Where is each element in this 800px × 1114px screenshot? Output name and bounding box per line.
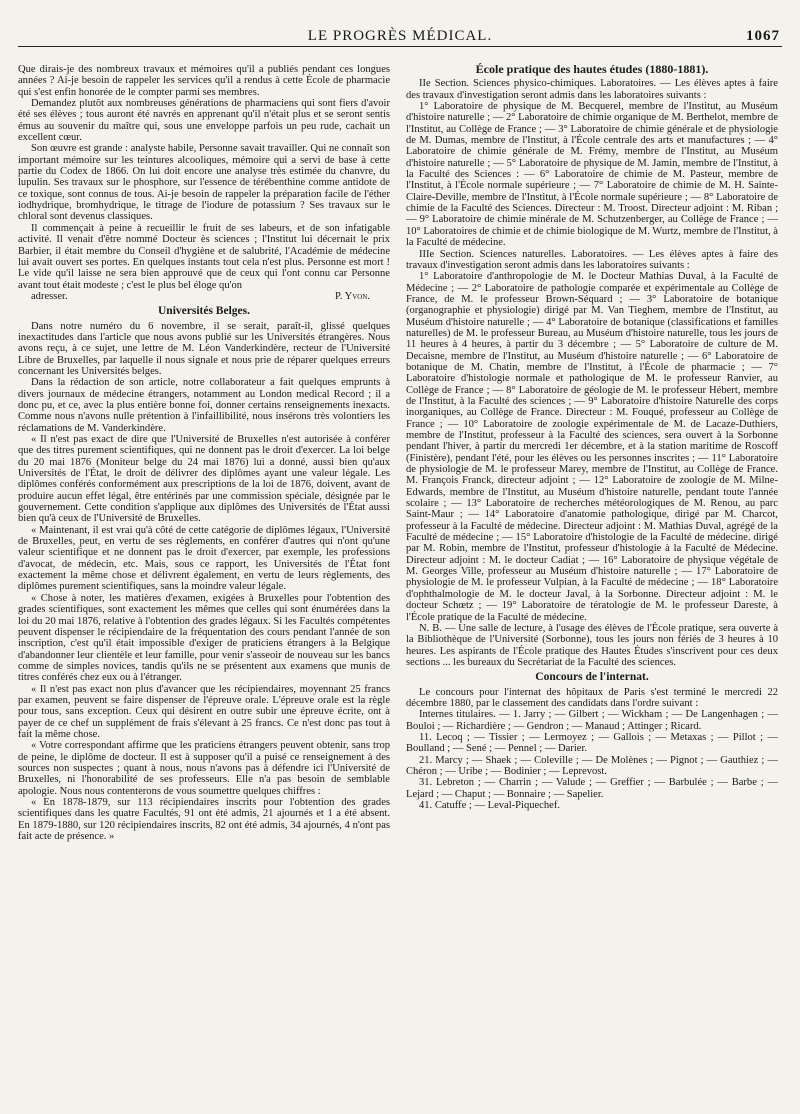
paragraph: « En 1878-1879, sur 113 récipiendaires inscrits pour l'obtention des grades scientifiques dans les quatre Facultés, 91 ont été admis, 21 ajournés et 1 a été absent. En 1879-1880, sur 120 récipiendaires inscrits, 82 ont été admis, 34 ajournés, 4 n'ont pas fait acte de présence. » (18, 797, 390, 843)
paragraph: 41. Catuffe ; — Leval-Piquechef. (419, 800, 560, 811)
left-column (18, 64, 390, 842)
signature-row (18, 291, 390, 302)
paragraph: Son œuvre est grande : analyste habile, Personne savait travailler. Qui ne connaît son important mémoire sur les teintures alcooliques, mémoire qui a servi de base à cette partie du Codex de 1866. On lui doit encore une analyse très estimée du chanvre, du lupulin. Ses travaux sur le phosphore, sur l'essence de térébenthine comme antidote de ce toxique, sont connus de tous. Ai-je besoin de rappeler la préparation facile de l'éther iodhydrique, bromhydrique, le titrage de l'iodure de potassium ? Ses travaux sur le chloral sont devenus classiques. (18, 143, 390, 223)
paragraph: IIIe Section. Sciences naturelles. Laboratoires. — Les élèves aptes à faire des travaux d'investigation seront admis dans les laboratoires suivants : (406, 248, 778, 271)
paragraph: Dans la rédaction de son article, notre collaborateur a fait quelques emprunts à divers journaux de médecine étrangers, notamment au London medical Record ; il a donc pu, et ce, avec la plus entière bonne foi, donner certains renseignements inexacts. Comme nous n'avons nulle prétention à l'infaillibilité, nous insérons très volontiers les réclamations de M. Vanderkindère. (18, 377, 390, 434)
paragraph: Que dirais-je des nombreux travaux et mémoires qu'il a publiés pendant ces longues années ? Ai-je besoin de rappeler les services qu'il a rendus à cette École de pharmacie qui s'est enfin honorée de le compter parmi ses membres. (18, 64, 390, 98)
paragraph: 1° Laboratoire d'anthropologie de M. le Docteur Mathias Duval, à la Faculté de Médecine ; — 2° Laboratoire de pathologie comparée et expérimentale au Collège de France, de M. le professeur Brown-Séquard ; — 3° Laboratoire de botanique (organographie et physiologie) dirigé par M. Van Tieghem, membre de l'Institut, au Muséum d'histoire naturelle ; — 4° Laboratoire de botanique (classifications et familles naturelles) de M. le professeur Bureau, au Muséum d'histoire naturelle, tous les jours de 11 heures à 4 heures, à partir du 3 décembre ; — 5° Laboratoire de culture de M. Decaisne, membre de l'Institut, au Muséum d'histoire naturelle ; — 6° Laboratoire de botanique de M. Chatin, membre de l'Institut, à l'École de pharmacie ; — 7° Laboratoire d'histologie normale et pathologique de M. le professeur Ranvier, au Collège de France ; — 8° Laboratoire de géologie de M. le professeur Hébert, membre de l'Institut, à la Faculté des sciences ; — 9° Laboratoire d'histoire Naturelle des corps inorganiques, au Collège de France. Directeur : M. Fouqué, professeur au Collège de France ; — 10° Laboratoire de zoologie expérimentale de M. de Lacaze-Duthiers, membre de l'Institut, professeur à la Faculté des sciences, sera ouvert à la Sorbonne pendant l'hiver, à partir du mercredi 1er décembre, et à la station maritime de Roscoff (Finistère), pendant l'été, pour les élèves ou les personnes inscrites ; — 11° Laboratoire de physiologie de M. le professeur Marey, membre de l'Institut, au Collège de France. M. François Franck, directeur adjoint ; — 12° Laboratoire de zoologie de M. Milne-Edwards, membre de l'Institut, au Muséum d'histoire naturelle, pendant toute l'année scolaire ; — 13° Laboratoire de recherches météorologiques de M. Renou, au parc Saint-Maur ; — 14° Laboratoire d'anatomie pathologique, dirigé par M. Charcot, professeur à la Faculté de médecine. Directeur adjoint : M. Mathias Duval, agrégé de la Faculté de médecine ; — 15° Laboratoire d'histologie de la Faculté de médecine. dirigé par M. Robin, membre de l'Institut, professeur d'histologie à la Faculté de Médecine. Directeur adjoint : M. le docteur Cadiat ; — 16° Laboratoire de physique végétale de M. Georges Ville, professeur au Muséum d'histoire naturelle ; — 17° Laboratoire de physiologie de M. le professeur Vulpian, à la Faculté de médecine ; — 18° Laboratoire d'ophthalmologie de M. le docteur Javal, à la Sorbonne. Directeur adjoint : M. le docteur Schœtz ; — 19° Laboratoire de tératologie de M. le professeur Dareste, à l'École pratique de la Faculté de médecine. (406, 271, 778, 623)
right-column (406, 64, 778, 811)
paragraph: N. B. — Une salle de lecture, à l'usage des élèves de l'École pratique, sera ouverte à la Bibliothèque de l'Université (Sorbonne), tous les jours non fériés de 3 heures à 10 heures. Les aspirants de l'École pratique des Hautes Études s'inscrivent pour ces deux sections ... les bureaux du Secrétariat de la Faculté des sciences. (406, 622, 778, 668)
paragraph: 11. Lecoq ; — Tissier ; — Lermoyez ; — Gallois ; — Metaxas ; — Pillot ; — Boulland ; — Sené ; — Pennel ; — Darier. (406, 731, 778, 755)
page-number: 1067 (746, 28, 780, 44)
signature: P. Yvon. (335, 290, 370, 302)
paragraph: Le concours pour l'internat des hôpitaux de Paris s'est terminé le mercredi 22 décembre 1880, par le classement des candidats dans l'ordre suivant : (406, 686, 778, 709)
paragraph-end: adresser. (31, 290, 68, 302)
paragraph: Il commençait à peine à recueillir le fruit de ses labeurs, et de son infatigable activité. Il venait d'être nommé Docteur ès sciences ; l'Institut lui décernait le prix Barbier, il était membre du Conseil d'hygiène et de salubrité, l'Académie de médecine lui avait ouvert ses portes. En quelques instants tout cela n'est plus. Personne est mort ! Le vide qu'il laisse ne sera bien approuvé que de ceux qui l'ont connu car Personne avant tout était modeste ; c'est le plus bel éloge qu'on (18, 222, 390, 291)
section-heading: École pratique des hautes études (1880-1881). (475, 62, 709, 76)
section-heading: Concours de l'internat. (535, 671, 649, 684)
paragraph: Demandez plutôt aux nombreuses générations de pharmaciens qui sont fiers d'avoir été ses élèves ; tous auront été navrés en apprenant qu'il n'était plus et se seront sentis émus au souvenir du maître qui, sous une enveloppe parfois un peu rude, cachait un excellent cœur. (18, 98, 390, 144)
paragraph: 21. Marcy ; — Shaek ; — Coleville ; — De Molènes ; — Pignot ; — Gauthiez ; — Chéron ; — Uribe ; — Bodinier ; — Leprevost. (406, 754, 778, 777)
paragraph: « Il n'est pas exact non plus d'avancer que les récipiendaires, moyennant 25 francs par examen, peuvent se faire dispenser de l'épreuve orale. L'épreuve orale est la règle pour tous, sans exception. Ceux qui désirent en outre subir une épreuve écrite, ont à payer de ce chef un supplément de frais s'élevant à 25 francs. Ce n'est donc pas tout à fait la même chose. (18, 683, 390, 740)
paragraph: Dans notre numéro du 6 novembre, il se serait, paraît-il, glissé quelques inexactitudes dans l'article que nous avons publié sur les Universités étrangères. Nous avons reçu, à ce sujet, une lettre de M. Léon Vanderkindère, recteur de l'Université Libre de Bruxelles, par laquelle il nous signale et nous prie de réparer quelques erreurs concernant les Universités belges. (18, 320, 390, 377)
paragraph: « Votre correspondant affirme que les praticiens étrangers peuvent obtenir, sans trop de peine, le diplôme de docteur. Il est à supposer qu'il a puisé ce renseignement à des sources non suspectes ; quant à nous, nous n'avons pas à défendre ici l'Université de Bruxelles, ni l'honorabilité de ses professeurs. Elle n'a pas besoin de semblable apologie. Nous nous contenterons de vous soumettre quelques chiffres : (18, 740, 390, 797)
paragraph: « Chose à noter, les matières d'examen, exigées à Bruxelles pour l'obtention des grades scientifiques, sont exactement les mêmes que celles qui sont énumérées dans la loi du 20 mai 1876, relative à l'obtention des grades légaux. Si les Facultés compétentes peuvent dispenser le récipiendaire de la fréquentation des cours pendant l'année de son inscription, c'est qu'il était impossible d'exiger de praticiens étrangers à la Belgique d'abandonner leur clientèle et leur famille, pour venir s'asseoir de nouveau sur les bancs comme de simples novices, tandis qu'ils ne se présentent aux examens que munis de titres conférés chez eux ou à l'étranger. (18, 592, 390, 684)
page-header (18, 28, 782, 47)
paragraph: 1° Laboratoire de physique de M. Becquerel, membre de l'Institut, au Muséum d'histoire naturelle ; — 2° Laboratoire de chimie organique de M. Berthelot, membre de l'Institut, au Collège de France ; — 3° Laboratoire de chimie générale et de physiologie de M. Dumas, membre de l'Institut, à l'École centrale des arts et manufactures ; — 4° Laboratoire de chimie générale de M. Frémy, membre de l'Institut, au Muséum d'histoire naturelle ; — 5° Laboratoire de physique de M. Jamin, membre de l'Institut, à la Faculté des Sciences : — 6° Laboratoire de chimie de M. Pasteur, membre de l'Institut, à l'École normale supérieure ; — 7° Laboratoire de chimie de M. H. Sainte-Claire-Deville, membre de l'Institut, à l'École normale supérieure ; — 8° Laboratoire de chimie de la Faculté des Sciences. Directeur : M. Troost. Directeur adjoint : M. Riban ; — 9° Laboratoire de chimie minérale de M. Schutzenberger, au Collège de France ; — 10° Laboratoires de chimie et de chimie biologique de M. Wurtz, membre de l'Institut, à la Faculté de médecine. (406, 101, 778, 249)
paragraph: 31. Lebreton ; — Charrin ; — Valude ; — Greffier ; — Barbulée ; — Barbe ; — Lejard ; — Chaput ; — Bonnaire ; — Sapelier. (406, 777, 778, 800)
paragraph: Internes titulaires. — 1. Jarry ; — Gilbert ; — Wickham ; — De Langenhagen ; — Bouloi ; — Richardière ; — Gendron ; — Manaud ; Attinger ; Ricard. (406, 709, 778, 732)
paragraph: « Maintenant, il est vrai qu'à côté de cette catégorie de diplômes légaux, l'Université de Bruxelles, peut, en vertu de ses règlements, en conférer d'autres qui n'ont qu'une valeur scientifique et ne donnent pas le droit d'exercer, par exemple, les professions d'avocat, de médecin, etc. Mais, sous ce rapport, les Universités de l'État font exactement la même chose et délivrent également, en vertu de leurs règlements, des diplômes purement scientifiques, sans la moindre valeur légale. (18, 524, 390, 593)
paragraph: « Il n'est pas exact de dire que l'Université de Bruxelles n'est autorisée à conférer que des titres purement scientifiques, qui ne donnent pas le droit d'exercer. La loi belge du 20 mai 1876 (Moniteur belge du 24 mai 1876) lui a donné, aussi bien qu'aux Universités de l'État, le droit de délivrer des diplômes ayant une valeur légale. Les diplômes conférés conformément aux prescriptions de la loi de 1876, doivent, avant de produire aucun effet légal, être entérinés par une commission spéciale, désignée par le gouvernement. Cette condition s'applique aux diplômes des Universités de l'État aussi bien qu'à ceux de l'Université de Bruxelles. (18, 434, 390, 525)
section-heading: Universités Belges. (158, 305, 250, 318)
paragraph: IIe Section. Sciences physico-chimiques. Laboratoires. — Les élèves aptes à faire des travaux d'investigation seront admis dans les laboratoires suivants : (406, 78, 778, 101)
journal-title: LE PROGRÈS MÉDICAL. (307, 28, 493, 44)
